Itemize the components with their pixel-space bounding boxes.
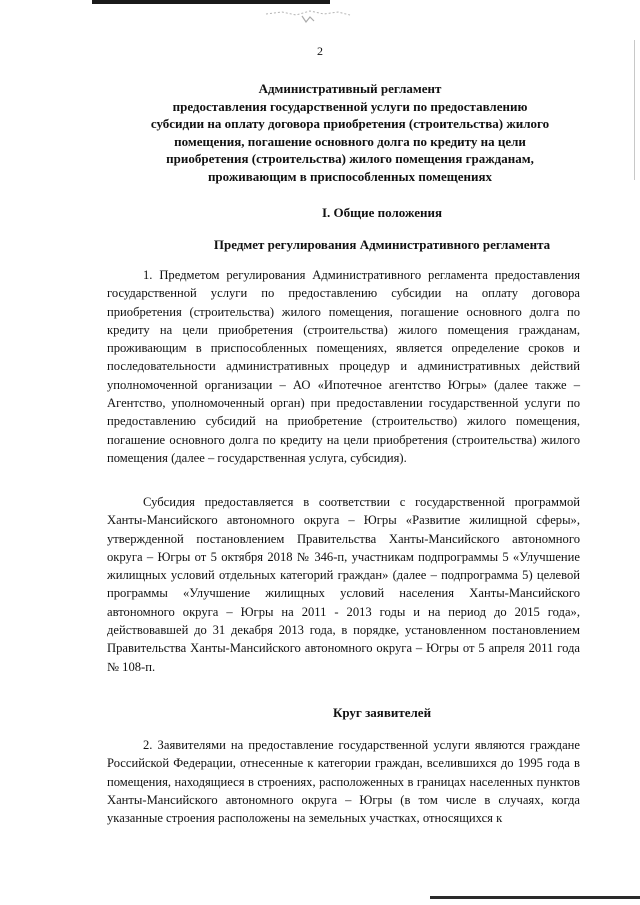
title-line: субсидии на оплату договора приобретения (строительства) жилого xyxy=(150,116,550,131)
paragraph-2 xyxy=(107,493,580,676)
paragraph-1 xyxy=(107,266,580,467)
page-number: 2 xyxy=(317,44,323,58)
paragraph-3 xyxy=(107,736,580,827)
title-line: предоставления государственной услуги по предоставлению xyxy=(172,98,528,114)
scan-artifact-edge xyxy=(634,40,635,180)
subject-heading: Предмет регулирования Административного регламента xyxy=(213,237,551,252)
title-line: помещения, погашение основного долга по кредиту на цели xyxy=(174,133,526,149)
paragraph-3-text: 2. Заявителями на предоставление государственной услуги являются граждане Российской Федерации, отнесенные к категории граждан, вселившихся до 1995 года в помещения, находящиеся в строениях, расположенных в границах населенных пунктов Ханты-Мансийского автономного округа – Югры (в том числе в случаях, когда указанные строения расположены на земельных участках, относящихся к xyxy=(107,738,580,826)
applicants-heading: Круг заявителей xyxy=(332,705,432,720)
document-title xyxy=(100,80,600,185)
scan-artifact-top xyxy=(92,0,330,4)
stamp-mark xyxy=(262,6,354,24)
paragraph-2-text: Субсидия предоставляется в соответствии с государственной программой Ханты-Мансийского автономного округа – Югры «Развитие жилищной сферы», утвержденной постановлением Правительства Ханты-Мансийского автономного округа – Югры от 5 октября 2018 № 346-п, участникам подпрограммы 5 «Улучшение жилищных условий отдельных категорий граждан» (далее – подпрограмма 5) целевой программы «Улучшение жилищных условий населения Ханты-Мансийского автономного округа – Югры на 2011 - 2013 годы и на период до 2015 года», действовавшей до 31 декабря 2013 года, в порядке, установленном постановлением Правительства Ханты-Мансийского автономного округа – Югры от 5 апреля 2011 года № 108-п. xyxy=(107,495,580,674)
paragraph-1-text: 1. Предметом регулирования Административного регламента предоставления государственной услуги по предоставлению субсидии на оплату договора приобретения (строительства) жилого помещения, погашение основного долга по кредиту на цели приобретения (строительства) жилого помещения гражданам, проживающим в приспособленных помещениях, является определение сроков и последовательности административных процедур и административных действий уполномоченной организации – АО «Ипотечное агентство Югры» (далее также – Агентство, уполномоченный орган) при предоставлении государственной услуги по предоставлению субсидий на приобретение (строительство) жилого помещения, погашение основного долга по кредиту на цели приобретения (строительства) жилого помещения (далее – государственная услуга, субсидия). xyxy=(107,268,580,465)
section-heading: I. Общие положения xyxy=(322,205,442,220)
title-line: Административный регламент xyxy=(258,81,442,96)
scan-artifact-bottom xyxy=(430,896,640,899)
title-line: проживающим в приспособленных помещениях xyxy=(207,168,493,184)
title-line: приобретения (строительства) жилого помещения гражданам, xyxy=(166,151,534,166)
